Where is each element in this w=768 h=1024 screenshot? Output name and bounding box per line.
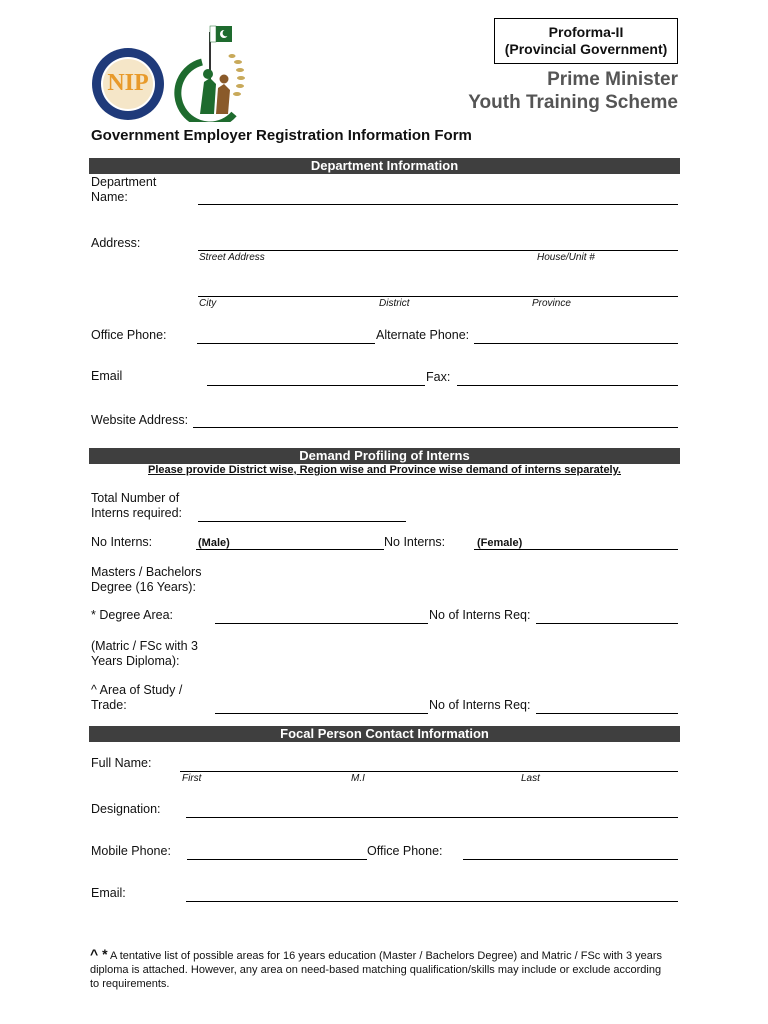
designation-field[interactable] — [186, 817, 678, 818]
study-interns-req-field[interactable] — [536, 713, 678, 714]
no-interns-male-field[interactable] — [196, 549, 384, 550]
total-interns-label-line1: Total Number of — [91, 491, 180, 505]
district-caption: District — [379, 298, 410, 309]
male-caption: (Male) — [198, 537, 230, 549]
masters-label — [91, 565, 201, 595]
youth-scheme-logo — [172, 22, 252, 122]
designation-label: Designation: — [91, 802, 161, 816]
no-interns-male-label: No Interns: — [91, 535, 153, 549]
footnote-symbols: ^ * — [90, 946, 108, 962]
city-district-province-field[interactable] — [198, 296, 678, 297]
masters-label-line1: Masters / Bachelors — [91, 565, 202, 579]
alternate-phone-field[interactable] — [474, 343, 678, 344]
fax-field[interactable] — [457, 385, 678, 386]
address-label: Address: — [91, 236, 141, 250]
footnote-text: A tentative list of possible areas for 16 years education (Master / Bachelors Degree) and Matric / FSc with 3 years diploma is attached. However, any area on need-based matching qualification/skills may include or exclude according to requirements. — [90, 950, 663, 990]
full-name-label: Full Name: — [91, 756, 152, 770]
street-address-caption: Street Address — [199, 252, 265, 263]
section-bar-focal: Focal Person Contact Information — [89, 726, 680, 742]
proforma-box — [494, 18, 678, 64]
footnote — [90, 947, 670, 991]
area-of-study-label-line2: Trade: — [91, 698, 127, 712]
no-interns-female-field[interactable] — [474, 549, 678, 550]
study-interns-req-label: No of Interns Req: — [429, 698, 531, 712]
website-field[interactable] — [193, 427, 678, 428]
email-field[interactable] — [207, 385, 425, 386]
office-phone-label: Office Phone: — [91, 328, 167, 342]
scheme-title-line2: Youth Training Scheme — [468, 92, 678, 113]
total-interns-label-line2: Interns required: — [91, 506, 183, 520]
department-name-label — [91, 175, 156, 205]
proforma-subtitle: (Provincial Government) — [504, 41, 668, 57]
province-caption: Province — [532, 298, 571, 309]
department-name-label-line1: Department — [91, 175, 157, 189]
full-name-field[interactable] — [180, 771, 678, 772]
no-interns-female-label: No Interns: — [384, 535, 446, 549]
section-bar-department: Department Information — [89, 158, 680, 174]
masters-label-line2: Degree (16 Years): — [91, 580, 196, 594]
total-interns-label — [91, 491, 182, 521]
degree-interns-req-field[interactable] — [536, 623, 678, 624]
degree-interns-req-label: No of Interns Req: — [429, 608, 531, 622]
nip-logo-text: NIP — [107, 70, 149, 96]
mobile-phone-label: Mobile Phone: — [91, 844, 171, 858]
matric-label — [91, 639, 198, 669]
total-interns-field[interactable] — [198, 521, 406, 522]
area-of-study-field[interactable] — [215, 713, 428, 714]
proforma-title: Proforma-II — [548, 24, 624, 40]
mi-caption: M.I — [351, 773, 365, 784]
form-title: Government Employer Registration Information Form — [91, 127, 472, 144]
degree-area-field[interactable] — [215, 623, 428, 624]
alternate-phone-label: Alternate Phone: — [376, 328, 470, 342]
focal-email-label: Email: — [91, 886, 126, 900]
department-name-field[interactable] — [198, 204, 678, 205]
email-label: Email — [91, 369, 123, 383]
department-name-label-line2: Name: — [91, 190, 128, 204]
focal-office-phone-field[interactable] — [463, 859, 678, 860]
nip-logo — [90, 46, 166, 122]
section-bar-demand: Demand Profiling of Interns — [89, 448, 680, 464]
female-caption: (Female) — [477, 537, 523, 549]
area-of-study-label — [91, 683, 182, 713]
focal-office-phone-label: Office Phone: — [367, 844, 443, 858]
demand-instruction: Please provide District wise, Region wise and Province wise demand of interns separately. — [148, 464, 621, 476]
focal-email-field[interactable] — [186, 901, 678, 902]
house-unit-caption: House/Unit # — [537, 252, 595, 263]
area-of-study-label-line1: ^ Area of Study / — [91, 683, 183, 697]
matric-label-line2: Years Diploma): — [91, 654, 180, 668]
street-address-field[interactable] — [198, 250, 678, 251]
scheme-title-line1: Prime Minister — [547, 69, 678, 90]
city-caption: City — [199, 298, 217, 309]
office-phone-field[interactable] — [197, 343, 375, 344]
degree-area-label: * Degree Area: — [91, 608, 173, 622]
website-label: Website Address: — [91, 413, 189, 427]
fax-label: Fax: — [426, 370, 451, 384]
first-caption: First — [182, 773, 202, 784]
matric-label-line1: (Matric / FSc with 3 — [91, 639, 198, 653]
mobile-phone-field[interactable] — [187, 859, 367, 860]
last-caption: Last — [521, 773, 540, 784]
